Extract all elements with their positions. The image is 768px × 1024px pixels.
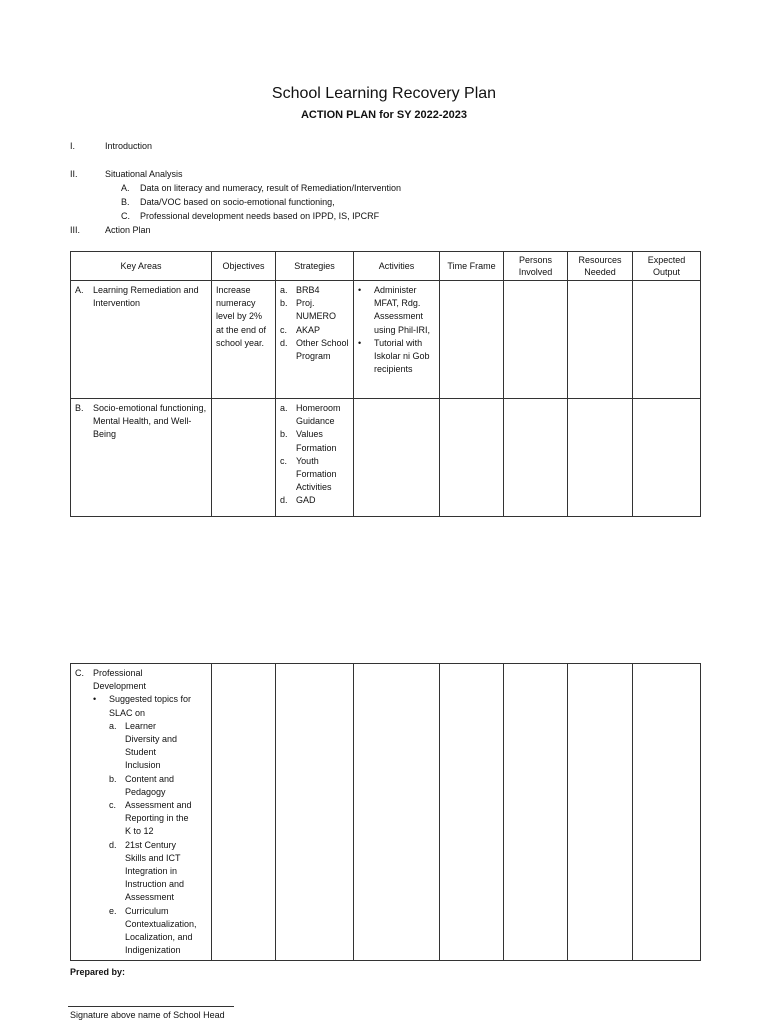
- topic-item: [109, 839, 193, 905]
- topic-item: [109, 799, 193, 839]
- bullet-icon: •: [358, 285, 362, 295]
- strategy-letter: d.: [280, 495, 288, 506]
- strategy-text: Values Formation: [296, 429, 337, 453]
- sub-item-text: Data on literacy and numeracy, result of Remediation/Intervention: [140, 183, 401, 193]
- prepared-by-label: Prepared by:: [70, 967, 126, 977]
- activities-cell: [354, 399, 440, 517]
- section-label: Situational Analysis: [105, 169, 183, 179]
- topic-item: [109, 720, 193, 773]
- expected-output-cell: [633, 664, 701, 961]
- key-area-cell: [71, 281, 212, 399]
- topic-letter: e.: [109, 905, 117, 916]
- key-area-cell: [71, 399, 212, 517]
- key-area-letter: B.: [75, 403, 84, 413]
- sub-item-letter: B.: [121, 197, 130, 207]
- strategy-letter: a.: [280, 285, 288, 295]
- header-resources-needed: Resources Needed: [568, 252, 633, 281]
- strategy-item: [280, 494, 349, 507]
- persons-involved-cell: [504, 664, 568, 961]
- bullet-icon: •: [93, 694, 97, 705]
- signature-line: [68, 1006, 234, 1007]
- strategy-text: Youth Formation Activities: [296, 455, 337, 493]
- objective-cell: [212, 399, 276, 517]
- expected-output-cell: [633, 399, 701, 517]
- header-objectives: Objectives: [212, 252, 276, 281]
- time-frame-cell: [440, 281, 504, 399]
- signature-label: Signature above name of School Head: [70, 1010, 225, 1020]
- strategy-letter: a.: [280, 403, 288, 413]
- key-area-text: Socio-emotional functioning, Mental Health, and Well-Being: [93, 403, 207, 440]
- strategies-cell: [276, 399, 354, 517]
- strategy-letter: c.: [280, 455, 288, 466]
- strategy-item: [280, 284, 349, 297]
- strategy-text: AKAP: [296, 324, 321, 335]
- resources-needed-cell: [568, 399, 633, 517]
- topic-letter: c.: [109, 800, 117, 811]
- resources-needed-cell: [568, 664, 633, 961]
- activity-text: Administer MFAT, Rdg. Assessment using Phil-IRI,: [374, 285, 431, 335]
- section-number: III.: [70, 225, 81, 235]
- key-area-cell: [71, 664, 212, 961]
- resources-needed-cell: [568, 281, 633, 399]
- action-plan-table: [70, 251, 701, 517]
- strategy-item: [280, 402, 349, 428]
- strategies-cell: [276, 664, 354, 961]
- strategy-text: Other School Program: [296, 337, 349, 362]
- header-time-frame: Time Frame: [440, 252, 504, 281]
- strategies-cell: [276, 281, 354, 399]
- sub-item-text: Professional development needs based on IPPD, IS, IPCRF: [140, 211, 380, 221]
- activity-item: [358, 284, 435, 337]
- activities-cell: [354, 281, 440, 399]
- time-frame-cell: [440, 399, 504, 517]
- topic-item: [109, 773, 193, 799]
- time-frame-cell: [440, 664, 504, 961]
- topic-letter: a.: [109, 720, 117, 731]
- section-label: Introduction: [105, 141, 153, 151]
- topic-text: Learner Diversity and Student Inclusion: [125, 720, 178, 771]
- strategy-item: [280, 337, 349, 363]
- table-row: [71, 281, 701, 399]
- sub-item-text: Data/VOC based on socio-emotional functioning,: [140, 197, 335, 207]
- key-area-letter: C.: [75, 668, 84, 678]
- strategy-text: Proj. NUMERO: [296, 298, 336, 322]
- header-key-areas: Key Areas: [71, 252, 212, 281]
- table-row: [71, 664, 701, 961]
- header-persons-involved: Persons Involved: [504, 252, 568, 281]
- expected-output-cell: [633, 281, 701, 399]
- bullet-text: Suggested topics for SLAC on: [109, 694, 192, 718]
- objective-cell: Increase numeracy level by 2% at the end of school year.: [212, 281, 276, 399]
- sub-item-letter: A.: [121, 183, 130, 193]
- strategy-letter: d.: [280, 337, 288, 348]
- strategy-letter: c.: [280, 324, 288, 335]
- strategy-text: Homeroom Guidance: [296, 403, 341, 427]
- bullet-icon: •: [358, 337, 362, 348]
- sub-item-letter: C.: [121, 211, 130, 221]
- topic-item: [109, 905, 197, 958]
- strategy-letter: b.: [280, 429, 288, 440]
- key-area-letter: A.: [75, 285, 84, 295]
- activities-cell: [354, 664, 440, 961]
- key-area-text: Professional Development: [93, 668, 147, 692]
- section-number: II.: [70, 169, 78, 179]
- persons-involved-cell: [504, 399, 568, 517]
- table-header-row: [71, 252, 701, 281]
- strategy-item: [280, 297, 349, 323]
- doc-subtitle: ACTION PLAN for SY 2022-2023: [300, 109, 468, 121]
- action-plan-table-continued: [70, 663, 701, 961]
- topic-text: Assessment and Reporting in the K to 12: [125, 800, 192, 837]
- topic-letter: b.: [109, 773, 117, 784]
- strategy-item: [280, 428, 349, 454]
- doc-title: School Learning Recovery Plan: [271, 85, 497, 102]
- strategy-item: [280, 455, 349, 495]
- activity-text: Tutorial with Iskolar ni Gob recipients: [374, 337, 430, 375]
- header-expected-output: Expected Output: [633, 252, 701, 281]
- key-area-text: Learning Remediation and Intervention: [93, 285, 199, 309]
- objective-cell: [212, 664, 276, 961]
- persons-involved-cell: [504, 281, 568, 399]
- table-row: [71, 399, 701, 517]
- header-strategies: Strategies: [276, 252, 354, 281]
- topic-letter: d.: [109, 839, 117, 850]
- header-activities: Activities: [354, 252, 440, 281]
- topic-bullet: [93, 693, 193, 719]
- section-label: Action Plan: [105, 225, 151, 235]
- topic-text: Content and Pedagogy: [125, 773, 175, 797]
- strategy-text: GAD: [296, 495, 316, 506]
- strategy-text: BRB4: [296, 285, 320, 295]
- topic-text: 21st Century Skills and ICT Integration in Instruction and Assessment: [125, 839, 185, 903]
- strategy-item: [280, 324, 349, 337]
- strategy-letter: b.: [280, 298, 288, 309]
- activity-item: [358, 337, 435, 377]
- topic-text: Curriculum Contextualization, Localization, and Indigenization: [125, 905, 197, 956]
- section-number: I.: [70, 141, 76, 151]
